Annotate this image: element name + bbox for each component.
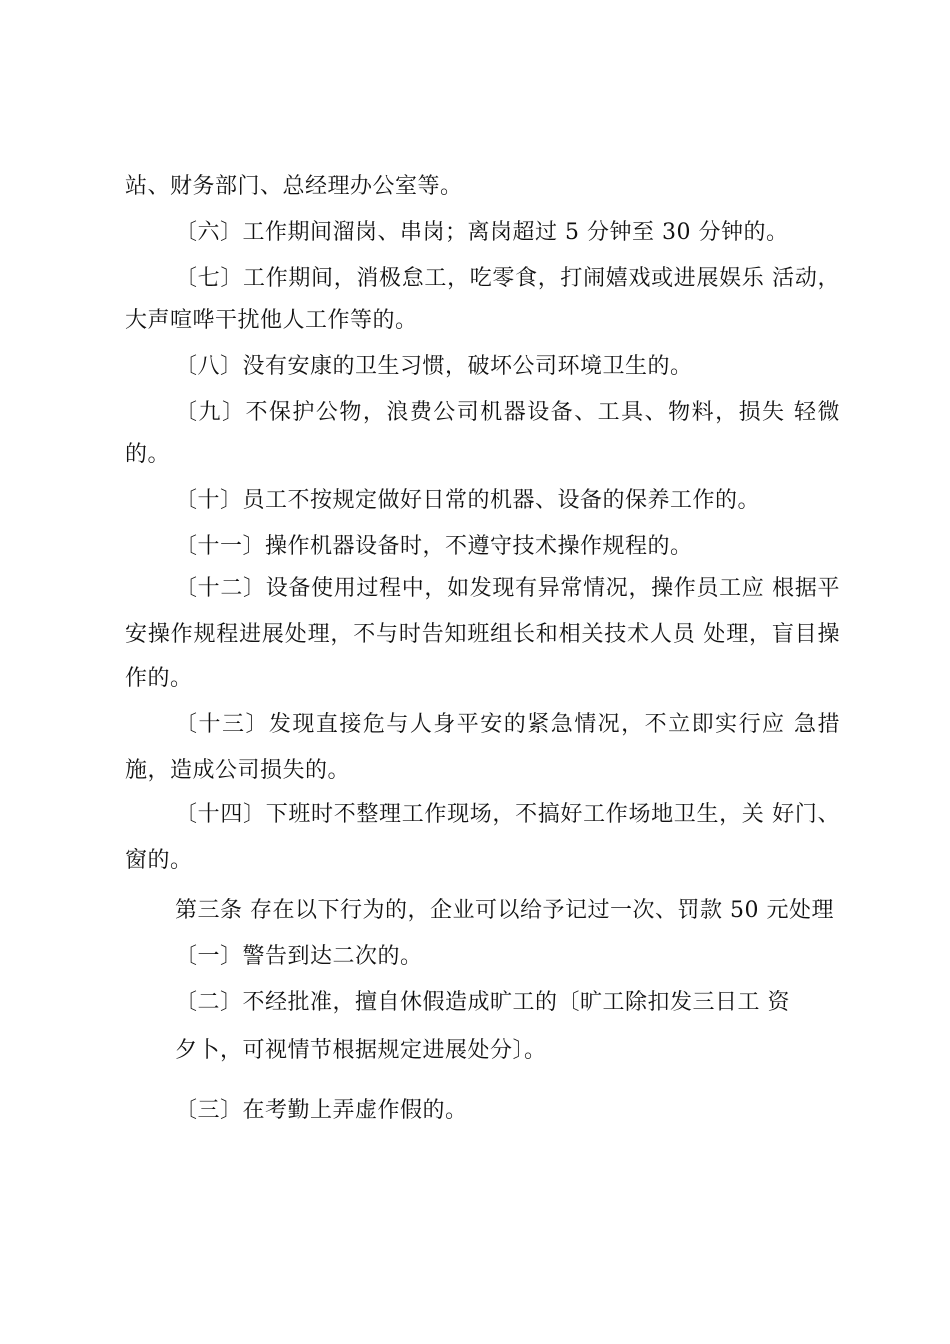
article-3-line: 第三条 存在以下行为的，企业可以给予记过一次、罚款 50 元处理 bbox=[175, 898, 834, 923]
text-line-11: 安操作规程进展处理，不与时告知班组长和相关技术人员 处理，盲目操 bbox=[125, 622, 840, 647]
text-line-10: 〔十二〕设备使用过程中，如发现有异常情况，操作员工应 根据平 bbox=[175, 576, 840, 601]
text-line-12: 作的。 bbox=[125, 666, 193, 691]
text-line-13: 〔十三〕发现直接危与人身平安的紧急情况，不立即实行应 急措 bbox=[175, 712, 840, 737]
text-line-1: 站、财务部门、总经理办公室等。 bbox=[125, 174, 463, 199]
text-line-14: 施，造成公司损失的。 bbox=[125, 758, 351, 783]
text-line-7: 的。 bbox=[125, 442, 171, 467]
text-line-6: 〔九〕不保护公物，浪费公司机器设备、工具、物料，损失 轻微 bbox=[175, 400, 840, 425]
text-line-8: 〔十〕员工不按规定做好日常的机器、设备的保养工作的。 bbox=[175, 488, 761, 513]
text-line-2: 〔六〕工作期间溜岗、串岗；离岗超过 5 分钟至 30 分钟的。 bbox=[175, 220, 789, 245]
text-line-20: 夕卜，可视情节根据规定进展处分〕。 bbox=[175, 1038, 547, 1063]
text-line-4: 大声喧哗干扰他人工作等的。 bbox=[125, 308, 418, 333]
text-line-16: 窗的。 bbox=[125, 848, 193, 873]
text-line-3: 〔七〕工作期间，消极怠工，吃零食，打闹嬉戏或进展娱乐 活动， bbox=[175, 266, 840, 291]
text-line-15: 〔十四〕下班时不整理工作现场，不搞好工作场地卫生，关 好门、 bbox=[175, 802, 840, 827]
text-line-18: 〔一〕警告到达二次的。 bbox=[175, 944, 423, 969]
text-line-21: 〔三〕在考勤上弄虚作假的。 bbox=[175, 1098, 468, 1123]
text-line-19: 〔二〕不经批准，擅自休假造成旷工的〔旷工除扣发三日工 资 bbox=[175, 990, 790, 1015]
text-line-5: 〔八〕没有安康的卫生习惯，破坏公司环境卫生的。 bbox=[175, 354, 693, 379]
text-line-9: 〔十一〕操作机器设备时，不遵守技术操作规程的。 bbox=[175, 534, 693, 559]
